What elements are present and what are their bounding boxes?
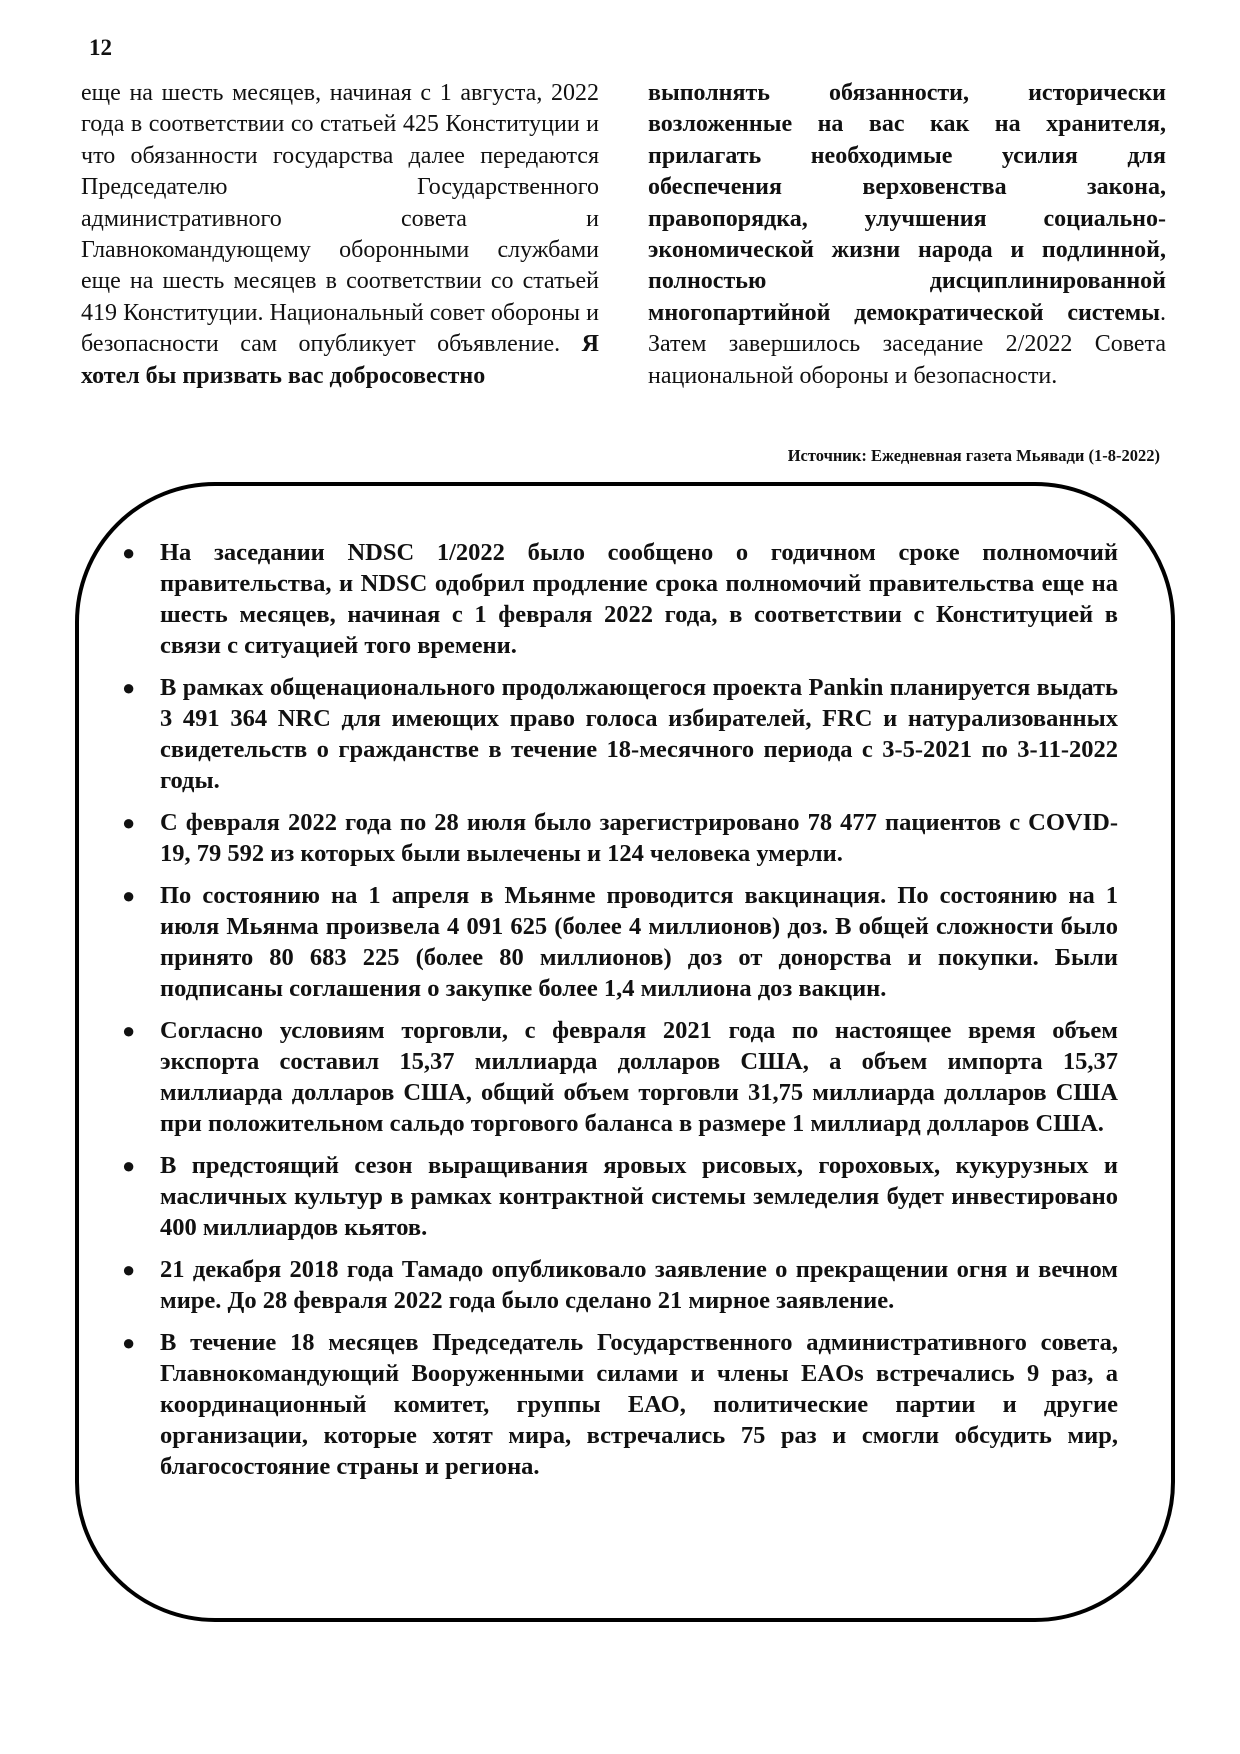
list-item-text: На заседании NDSC 1/2022 было сообщено о годичном сроке полномочий правительства, и NDSC одобрил продление срока полномочий правительства еще на шесть месяцев, начиная с 1 февраля 2022 года, в соответствии с Конституцией в связи с ситуацией того времени. [160, 539, 1118, 659]
bullet-icon: ● [122, 675, 136, 700]
list-item-text: В течение 18 месяцев Председатель Государственного административного совета, Главнокомандующий Вооруженными силами и члены EAOs встречались 9 раз, а координационный комитет, группы ЕАО, политические партии и другие организации, которые хотят мира, встречались 75 раз и смогли обсудить мир, благосостояние страны и региона. [160, 1329, 1118, 1480]
bullet-icon: ● [122, 1330, 136, 1355]
right-column-text: . Затем завершилось заседание 2/2022 Совета национальной обороны и безопасности. [648, 299, 1166, 389]
list-item [122, 672, 1118, 796]
bullet-icon: ● [122, 1153, 136, 1178]
highlights-list [122, 537, 1118, 1493]
article-left-column [81, 78, 599, 392]
article-columns [81, 78, 1166, 392]
bullet-icon: ● [122, 540, 136, 565]
source-citation: Источник: Ежедневная газета Мьявади (1-8-2022) [787, 446, 1160, 465]
list-item [122, 1254, 1118, 1316]
list-item [122, 1150, 1118, 1243]
right-column-bold-text: выполнять обязанности, исторически возложенные на вас как на хранителя, прилагать необходимые усилия для обеспечения верховенства закона, правопорядка, улучшения социально-экономической жизни народа и подлинной, полностью дисциплинированной многопартийной демократической системы [648, 80, 1166, 326]
left-column-bold-text: Я хотел бы призвать вас добросовестно [81, 331, 599, 389]
page-number: 12 [89, 35, 112, 60]
list-item-text: 21 декабря 2018 года Тамадо опубликовало заявление о прекращении огня и вечном мире. До 28 февраля 2022 года было сделано 21 мирное заявление. [160, 1256, 1118, 1314]
bullet-icon: ● [122, 1257, 136, 1282]
list-item [122, 537, 1118, 661]
left-column-text: еще на шесть месяцев, начиная с 1 августа, 2022 года в соответствии со статьей 425 Конституции и что обязанности государства далее передаются Председателю Государственного административного совета и Главнокомандующему оборонными службами еще на шесть месяцев в соответствии со статьей 419 Конституции. Национальный совет обороны и безопасности сам опубликует объявление. [81, 80, 599, 358]
bullet-icon: ● [122, 1018, 136, 1043]
bullet-icon: ● [122, 810, 136, 835]
list-item-text: С февраля 2022 года по 28 июля было зарегистрировано 78 477 пациентов с COVID-19, 79 592 из которых были вылечены и 124 человека умерли. [160, 809, 1118, 867]
list-item-text: По состоянию на 1 апреля в Мьянме проводится вакцинация. По состоянию на 1 июля Мьянма произвела 4 091 625 (более 4 миллионов) доз. В общей сложности было принято 80 683 225 (более 80 миллионов) доз от донорства и покупки. Были подписаны соглашения о закупке более 1,4 миллиона доз вакцин. [160, 882, 1118, 1002]
list-item [122, 1327, 1118, 1482]
list-item [122, 1015, 1118, 1139]
list-item-text: Согласно условиям торговли, с февраля 2021 года по настоящее время объем экспорта составил 15,37 миллиарда долларов США, а объем импорта 15,37 миллиарда долларов США, общий объем торговли 31,75 миллиарда долларов США при положительном сальдо торгового баланса в размере 1 миллиард долларов США. [160, 1017, 1118, 1137]
list-item [122, 880, 1118, 1004]
bullet-icon: ● [122, 883, 136, 908]
list-item [122, 807, 1118, 869]
list-item-text: В рамках общенационального продолжающегося проекта Pankin планируется выдать 3 491 364 NRC для имеющих право голоса избирателей, FRC и натурализованных свидетельств о гражданстве в течение 18-месячного периода с 3-5-2021 по 3-11-2022 годы. [160, 674, 1118, 794]
article-right-column [648, 78, 1166, 392]
list-item-text: В предстоящий сезон выращивания яровых рисовых, гороховых, кукурузных и масличных культур в рамках контрактной системы земледелия будет инвестировано 400 миллиардов кьятов. [160, 1152, 1118, 1241]
